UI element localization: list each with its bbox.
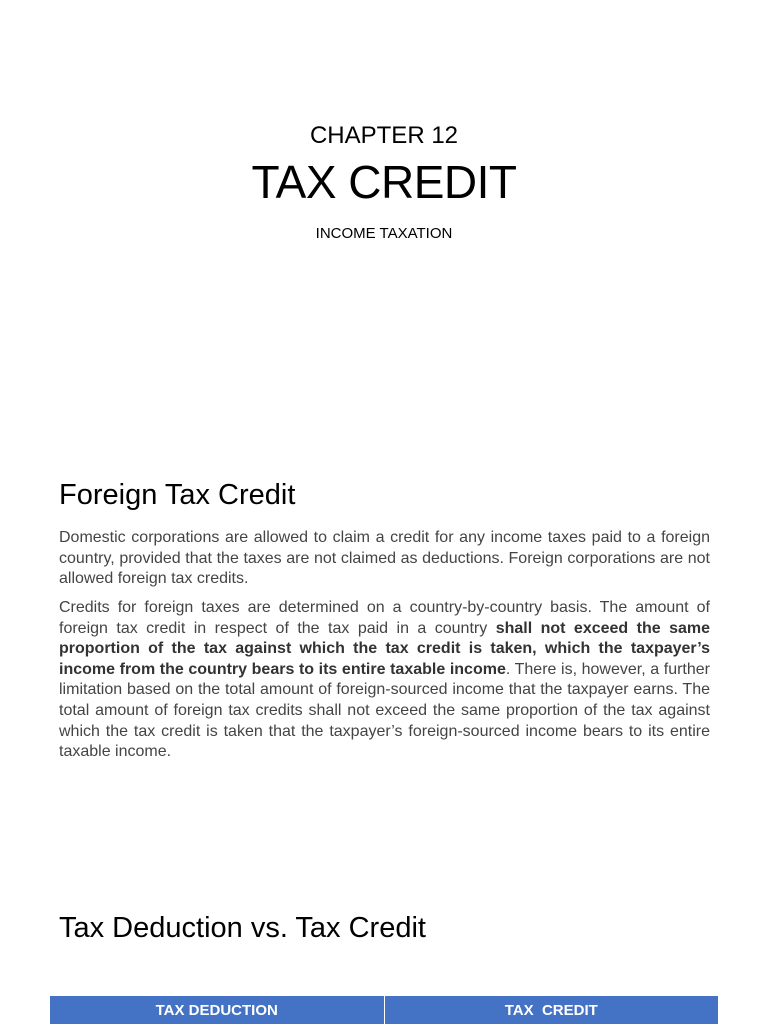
- paragraph-2-text-start: Credits for foreign taxes are determined on a country-by-country basis. The amount of foreign tax credit in respect of the tax paid in a country: [59, 599, 710, 637]
- table-header-row: [50, 996, 718, 1024]
- title-slide: [0, 118, 768, 244]
- paragraph-2-bold-limitation: shall not exceed the same proportion of the tax against which the tax credit is taken, which the taxpayer’s income from the country bears to its entire taxable income: [59, 619, 710, 678]
- foreign-tax-credit-paragraph-2: [59, 598, 710, 763]
- paragraph-2-text-end: . There is, however, a further limitation based on the total amount of foreign-sourced income that the taxpayer earns. The total amount of foreign tax credits shall not exceed the same proportion of the tax against which the tax credit is taken that the taxpayer’s foreign-sourced income bears to its entire taxable income.: [59, 660, 710, 761]
- comparison-heading: Tax Deduction vs. Tax Credit: [59, 912, 426, 944]
- column-header-tax-deduction: TAX DEDUCTION: [50, 996, 384, 1024]
- subtitle: INCOME TAXATION: [315, 225, 453, 242]
- comparison-table: [50, 996, 718, 1024]
- page-title: TAX CREDIT: [251, 156, 517, 208]
- chapter-label: CHAPTER 12: [309, 122, 459, 149]
- column-header-tax-credit: TAX CREDIT: [384, 996, 718, 1024]
- foreign-tax-credit-paragraph-1: Domestic corporations are allowed to claim a credit for any income taxes paid to a foreign country, provided that the taxes are not claimed as deductions. Foreign corporations are not allowed foreign tax credits.: [59, 529, 710, 588]
- foreign-tax-credit-heading: Foreign Tax Credit: [59, 479, 296, 511]
